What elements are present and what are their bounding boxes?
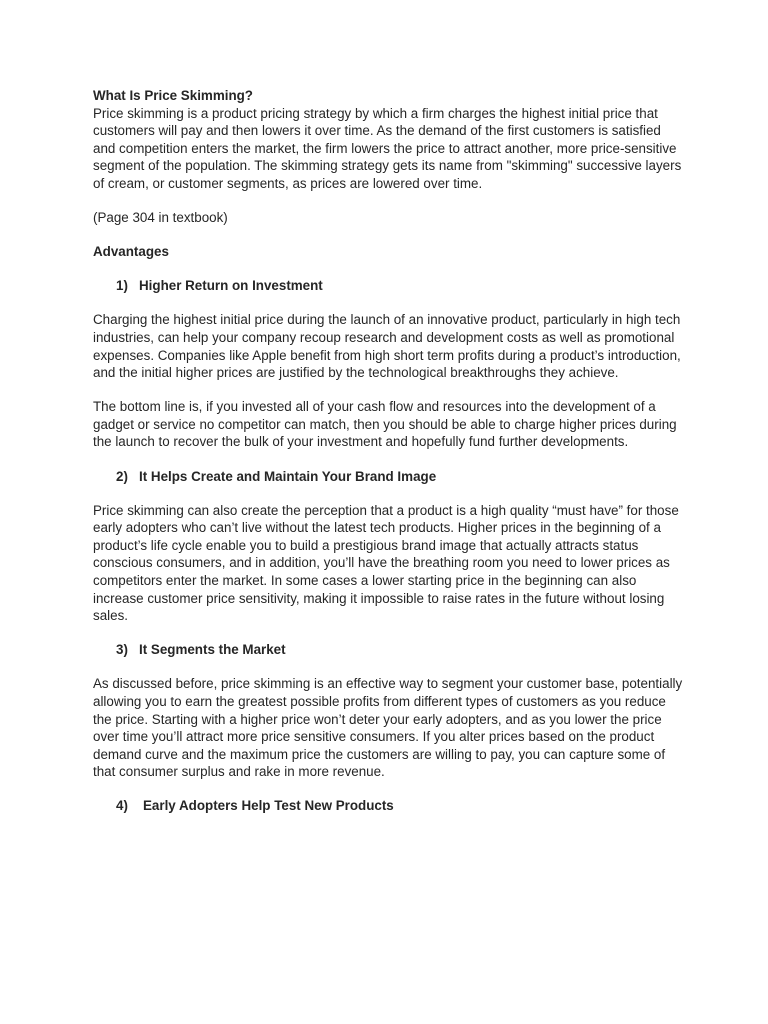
section-4-number: 4) xyxy=(116,798,128,814)
section-2-number: 2) xyxy=(116,468,128,484)
section-3-heading xyxy=(93,641,683,659)
section-1-heading xyxy=(93,277,683,295)
page-reference: (Page 304 in textbook) xyxy=(93,210,228,226)
section-2-heading xyxy=(93,468,683,486)
section-1-paragraph-1: Charging the highest initial price during the launch of an innovative product, particularly in high tech industries, can help your company recoup research and development costs as well as promotional expenses. Companies like Apple benefit from high short term profits during a product’s introduction, and the initial higher prices are justified by the technological breakthroughs they achieve. xyxy=(93,312,681,381)
document-title: What Is Price Skimming? xyxy=(93,88,253,103)
section-4-heading xyxy=(93,797,683,815)
section-1-paragraph-2: The bottom line is, if you invested all of your cash flow and resources into the development of a gadget or service no competitor can match, then you should be able to charge higher prices during the launch to recover the bulk of your investment and hopefully fund further developments. xyxy=(93,399,677,450)
section-1-title: Higher Return on Investment xyxy=(139,278,323,294)
section-3-title: It Segments the Market xyxy=(139,642,286,658)
section-2-title: It Helps Create and Maintain Your Brand Image xyxy=(139,468,437,484)
advantages-heading: Advantages xyxy=(93,244,169,260)
section-2-paragraph-1: Price skimming can also create the perception that a product is a high quality “must have” for those early adopters who can’t live without the latest tech products. Higher prices in the beginning of a product’s life cycle enable you to build a prestigious brand image that actually attracts status conscious consumers, and in addition, you’ll have the breathing room you need to lower prices as competitors enter the market. In some cases a lower starting price in the beginning can also increase customer price sensitivity, making it impossible to raise rates in the future without losing sales. xyxy=(93,502,679,624)
section-3-paragraph-1: As discussed before, price skimming is an effective way to segment your customer base, potentially allowing you to earn the greatest possible profits from different types of customers as you reduce the price. Starting with a higher price won’t deter your early adopters, and as you lower the price over time you’ll attract more price sensitive consumers. If you alter prices based on the product demand curve and the maximum price the customers are willing to pay, you can capture some of that consumer surplus and rake in more revenue. xyxy=(93,676,683,780)
intro-paragraph: Price skimming is a product pricing strategy by which a firm charges the highest initial price that customers will pay and then lowers it over time. As the demand of the first customers is satisfied and competition enters the market, the firm lowers the price to attract another, more price-sensitive segment of the population. The skimming strategy gets its name from "skimming" successive layers of cream, or customer segments, as prices are lowered over time. xyxy=(93,105,682,191)
section-4-title: Early Adopters Help Test New Products xyxy=(143,798,394,814)
section-1-number: 1) xyxy=(116,278,128,294)
document-page xyxy=(93,87,683,815)
section-3-number: 3) xyxy=(116,642,128,658)
